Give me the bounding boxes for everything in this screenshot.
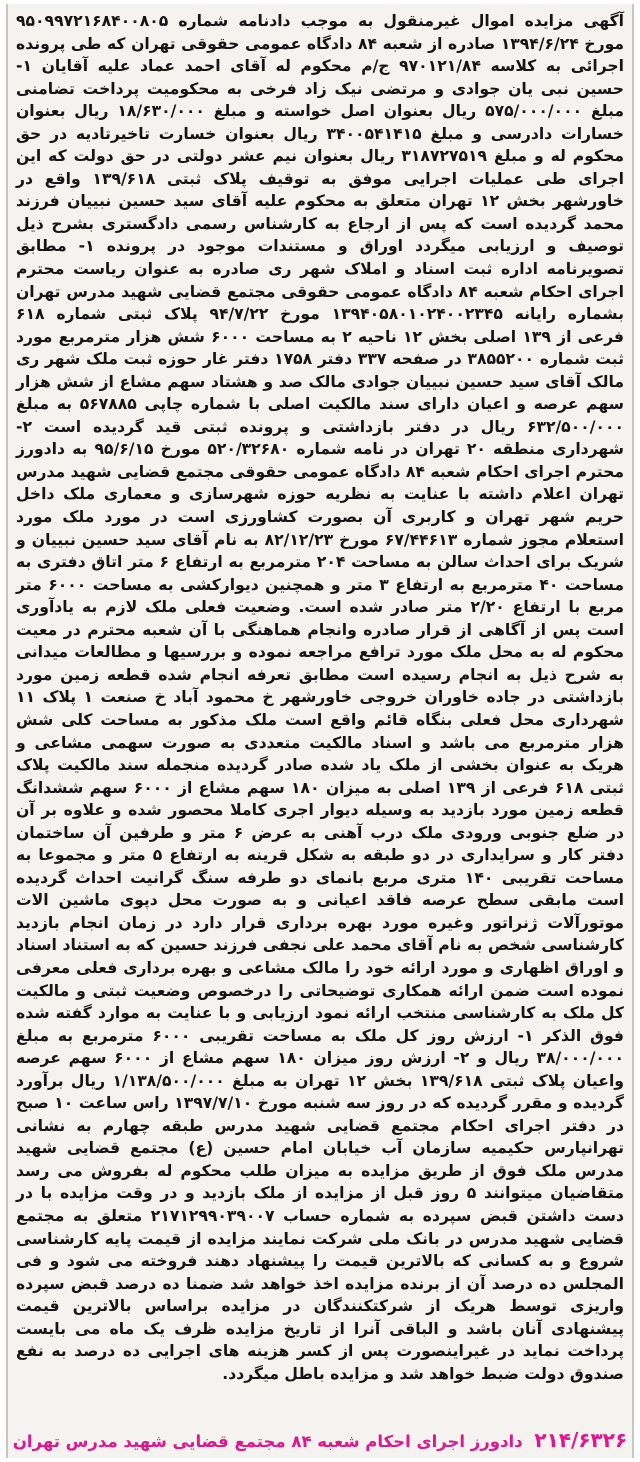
- notice-code: ۲۱۴/۶۳۲۶: [534, 1428, 628, 1452]
- auction-notice-text: آگهی مزایده اموال غیرمنقول به موجب دادنامه شماره ۹۵۰۹۹۷۲۱۶۸۴۰۰۸۰۵ مورخ ۱۳۹۴/۶/۲۴ صادره از شعبه ۸۴ دادگاه عمومی حقوقی تهران که طی پرونده اجرائی به کلاسه ۹۷۰۱۲۱/۸۴ ج/م محکوم له آقای احمد عماد علیه آقایان ۱- حسین نبی یان جوادی و مرتضی نیک زاد فرخی به محکومیت پرداخت تضامنی مبلغ ۵۷۵/۰۰۰/۰۰۰ ریال بعنوان اصل خواسته و مبلغ ۱۸/۶۳۰/۰۰۰ ریال بعنوان خسارات دادرسی و مبلغ ۳۴۰۰۵۴۱۴۱۵ ریال بعنوان خسارت تاخیرتادیه در حق محکوم له و مبلغ ۳۱۸۷۲۷۵۱۹ ریال بعنوان نیم عشر دولتی در حق دولت که این اجرای طی عملیات اجرایی موفق به توقیف پلاک ثبتی ۱۳۹/۶۱۸ واقع در خاورشهر بخش ۱۲ تهران متعلق به محکوم علیه آقای سید حسین نبییان فرزند محمد گردیده است که پس از ارجاع به کارشناس رسمی دادگستری بشرح ذیل توصیف و ارزیابی میگردد اوراق و مستندات موجود در پرونده ۱- مطابق تصویرنامه اداره ثبت اسناد و املاک شهر ری صادره به عنوان ریاست محترم اجرای احکام شعبه ۸۴ دادگاه عمومی حقوقی مجتمع قضایی شهید مدرس تهران بشماره رایانه ۱۳۹۴۰۵۸۰۱۰۲۴۰۰۲۳۴۵ مورخ ۹۴/۷/۲۲ پلاک ثبتی شماره ۶۱۸ فرعی از ۱۳۹ اصلی بخش ۱۲ ناحیه ۲ به مساحت ۶۰۰۰ شش هزار مترمربع مورد ثبت شماره ۳۸۵۵۲۰۰ در صفحه ۳۳۷ دفتر ۱۷۵۸ دفتر غار حوزه ثبت ملک شهر ری مالک آقای سید حسین نبییان جوادی مالک صد و هشتاد سهم مشاع از شش هزار سهم عرصه و اعیان دارای سند مالکیت اصلی با شماره چاپی ۵۶۷۸۸۵ به مبلغ ۶۳۲/۵۰۰/۰۰۰ ریال در دفتر بازداشتی و پرونده ثبتی قید گردیده است ۲- شهرداری منطقه ۲۰ تهران در نامه شماره ۵۲۰/۳۲۶۸۰ مورخ ۹۵/۶/۱۵ به دادورز محترم اجرای احکام شعبه ۸۴ دادگاه عمومی حقوقی مجتمع قضایی شهید مدرس تهران اعلام داشته با عنایت به نظریه حوزه شهرسازی و معماری ملک داخل حریم شهر تهران و کاربری آن بصورت کشاورزی است در مورد ملک مورد استعلام مجوز شماره ۶۷/۴۴۶۱۳ مورخ ۸۲/۱۲/۲۳ به نام آقای سید حسین نبییان و شریک برای احداث سالن به مساحت ۲۰۴ مترمربع به ارتفاع ۶ متر اتاق دفتری به مساحت ۴۰ مترمربع به ارتفاع ۳ متر و همچنین دیوارکشی به مساحت ۶۰۰۰ متر مربع با ارتفاع ۲/۲۰ متر صادر شده است. وضعیت فعلی ملک لازم به یادآوری است پس از آگاهی از قرار صادره وانجام هماهنگی با آن شعبه محترم در معیت محکوم له به محل ملک مورد ترافع مراجعه نموده و بررسیها و مطالعات میدانی به شرح ذیل به انجام رسیده است مطابق تعرفه انجام شده قطعه زمین مورد بازداشتی در جاده خاوران خروجی خاورشهر خ محمود آباد خ صنعت ۱ پلاک ۱۱ شهرداری محل فعلی بنگاه قائم واقع است ملک مذکور به مساحت کلی شش هزار مترمربع می باشد و اسناد مالکیت متعددی به صورت سهمی مشاعی و هریک به عنوان بخشی از ملک یاد شده صادر گردیده منجمله سند مالکیت پلاک ثبتی ۶۱۸ فرعی از ۱۳۹ اصلی به میزان ۱۸۰ سهم مشاع از ۶۰۰۰ سهم ششدانگ قطعه زمین مورد بازدید به وسیله دیوار اجری کاملا محصور شده و علاوه بر آن در ضلع جنوبی ورودی ملک درب آهنی به عرض ۶ متر و طرفین آن ساختمان دفتر کار و سرایداری در دو طبقه به شکل قرینه به ارتفاع ۵ متر و مجموعا به مساحت تقریبی ۱۴۰ متری مربع بانمای دو طرفه سنگ گرانیت احداث گردیده است مابقی سطح عرصه فاقد اعیانی و به صورت محل دپوی ماشین الات موتورآلات ژنراتور وغیره مورد بهره برداری قرار دارد در زمان انجام بازدید کارشناسی شخص به نام آقای محمد علی نجفی فرزند حسین که به استناد اسناد و اوراق اظهاری و مورد ارائه خود را مالک مشاعی و بهره برداری فعلی معرفی نموده است ضمن ارائه همکاری توضیحاتی را درخصوص وضعیت ثبتی و مالکیت کل ملک به کارشناسی منتخب ارائه نمود ارزیابی و با عنایت به موارد گفته شده فوق الذکر ۱- ارزش روز کل ملک به مساحت تقریبی ۶۰۰۰ مترمربع به مبلغ ۳۸/۰۰۰/۰۰۰ ریال و ۲- ارزش روز میزان ۱۸۰ سهم مشاع از ۶۰۰۰ سهم عرصه واعیان پلاک ثبتی ۱۳۹/۶۱۸ بخش ۱۲ تهران به مبلغ ۱/۱۳۸/۵۰۰/۰۰۰ ریال برآورد گردیده و مقرر گردیده که در روز سه شنبه مورخ ۱۳۹۷/۷/۱۰ راس ساعت ۱۰ صبح در دفتر اجرای احکام مجتمع قضایی شهید مدرس طبقه چهارم به نشانی تهرانپارس حکیمیه سازمان آب خیابان امام حسین (ع) مجتمع قضایی شهید مدرس ملک فوق از طریق مزایده به میزان طلب محکوم له بفروش می رسد متقاضیان میتوانند ۵ روز قبل از مزایده از ملک بازدید و در وقت مزایده با در دست داشتن قبض سپرده به شماره حساب ۲۱۷۱۲۹۹۰۳۹۰۰۷ متعلق به مجتمع قضایی شهید مدرس در بانک ملی شرکت نمایند مزایده از قیمت پایه کارشناسی شروع و به کسانی که بالاترین قیمت را پیشنهاد دهند فروخته می شود و فی المجلس ده درصد آن از برنده مزایده اخذ خواهد شد ضمنا ده درصد قبض سپرده واریزی توسط هریک از شرکتکنندگان در مزایده براساس بالاترین قیمت پیشنهادی آنان باشد و الباقی آنرا از تاریخ مزایده ظرف یک ماه می بایست پرداخت نماید در غیراینصورت پس از کسر هزینه های اجرایی ده درصد به نفع صندوق دولت ضبط خواهد شد و مزایده باطل میگردد.: [16, 12, 625, 1383]
- newspaper-notice: [6, 4, 634, 1458]
- signature-line: [8, 1428, 632, 1454]
- signature-text: دادورز اجرای احکام شعبه ۸۴ مجتمع قضایی شهید مدرس تهران: [12, 1432, 523, 1451]
